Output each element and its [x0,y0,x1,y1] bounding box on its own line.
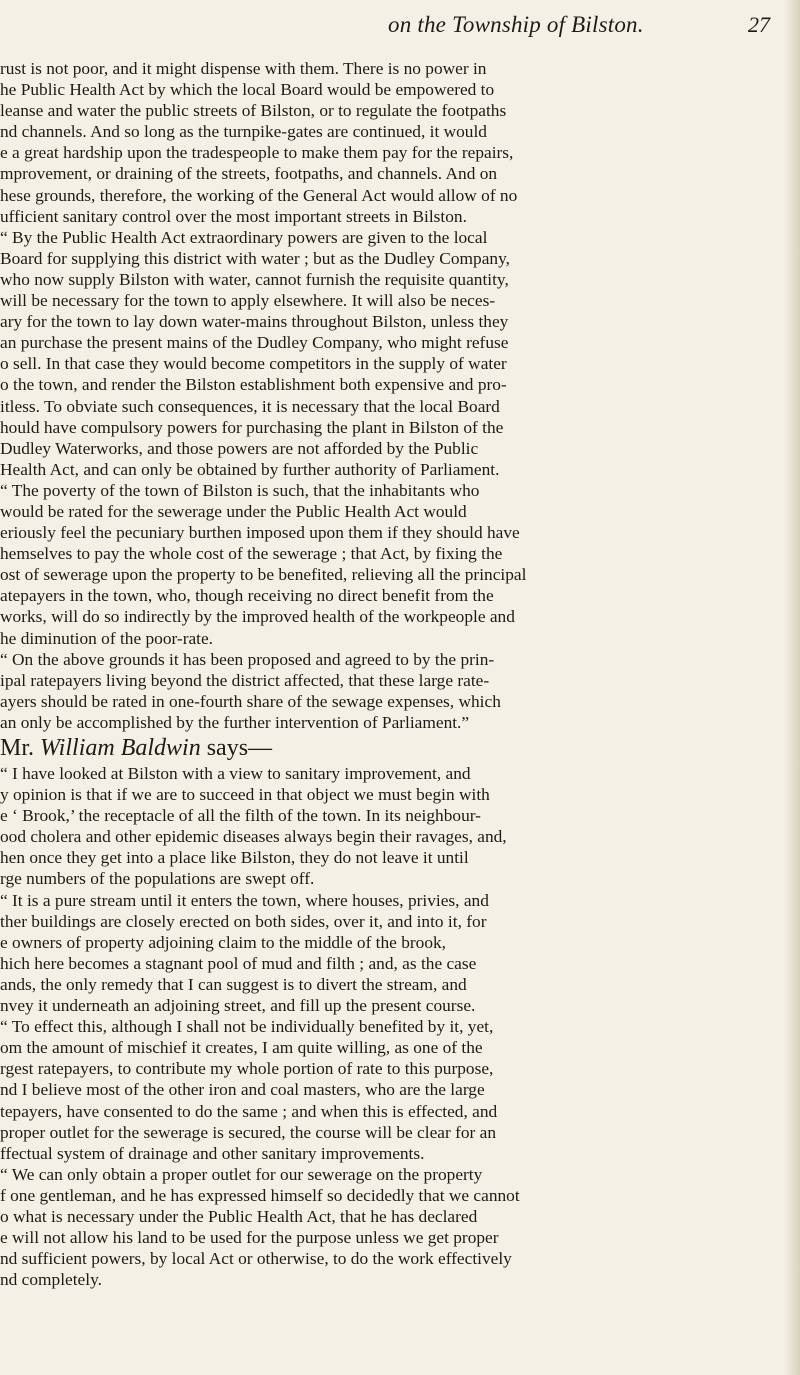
text-line: ufficient sanitary control over the most important streets in Bilston. [0,206,467,226]
page-number: 27 [748,12,770,37]
text-line: Board for supplying this district with water ; but as the Dudley Company, [0,248,510,268]
text-line: hich here becomes a stagnant pool of mud and filth ; and, as the case [0,953,477,973]
text-line: e a great hardship upon the tradespeople to make them pay for the repairs, [0,143,514,163]
body-text [0,58,782,1290]
text-line: he diminution of the poor-rate. [0,628,214,648]
text-line: Health Act, and can only be obtained by further authority of Parliament. [0,459,500,479]
text-line: rust is not poor, and it might dispense with them. There is no power in [0,59,487,78]
text-line: proper outlet for the sewerage is secured, the course will be clear for an [0,1122,497,1142]
text-line: ffectual system of drainage and other sanitary improvements. [0,1143,425,1163]
text-line: nvey it underneath an adjoining street, and fill up the present course. [0,996,476,1016]
text-line: nd sufficient powers, by local Act or otherwise, to do the work effectively [0,1249,512,1269]
text-line: atepayers in the town, who, though receiving no direct benefit from the [0,586,494,606]
text-line: hould have compulsory powers for purchasing the plant in Bilston of the [0,417,504,437]
text-line: works, will do so indirectly by the improved health of the workpeople and [0,607,515,627]
text-line: nd completely. [0,1270,102,1290]
text-line: ood cholera and other epidemic diseases always begin their ravages, and, [0,827,507,847]
text-line: ther buildings are closely erected on both sides, over it, and into it, for [0,911,487,931]
text-line: nd I believe most of the other iron and coal masters, who are the large [0,1080,485,1100]
text-line: f one gentleman, and he has expressed himself so decidedly that we cannot [0,1185,520,1205]
text-line: “ I have looked at Bilston with a view to sanitary improvement, and [0,764,471,783]
text-line: would be rated for the sewerage under the Public Health Act would [0,501,467,521]
text-line: an purchase the present mains of the Dudley Company, who might refuse [0,333,509,353]
speaker-name: William Baldwin [40,735,201,761]
speaker-heading [0,733,782,763]
text-line: Dudley Waterworks, and those powers are not afforded by the Public [0,438,479,458]
text-line: o what is necessary under the Public Health Act, that he has declared [0,1206,478,1226]
page-gutter-shadow [784,0,800,1375]
text-line: e ‘ Brook,’ the receptacle of all the filth of the town. In its neighbour- [0,806,481,826]
text-line: “ To effect this, although I shall not be individually benefited by it, yet, [0,1017,494,1037]
text-line: e owners of property adjoining claim to the middle of the brook, [0,932,447,952]
text-line: ayers should be rated in one-fourth share of the sewage expenses, which [0,691,501,711]
text-line: “ We can only obtain a proper outlet for our sewerage on the property [0,1164,483,1184]
text-line: eriously feel the pecuniary burthen imposed upon them if they should have [0,523,520,543]
text-line: leanse and water the public streets of Bilston, or to regulate the footpaths [0,101,507,121]
text-line: rge numbers of the populations are swept off. [0,869,315,889]
text-line: hen once they get into a place like Bilston, they do not leave it until [0,848,469,868]
text-line: e will not allow his land to be used for the purpose unless we get proper [0,1228,499,1248]
text-line: hemselves to pay the whole cost of the sewerage ; that Act, by fixing the [0,544,503,564]
text-line: an only be accomplished by the further intervention of Parliament.” [0,712,470,732]
text-line: o sell. In that case they would become competitors in the supply of water [0,354,507,374]
text-line: itless. To obviate such consequences, it is necessary that the local Board [0,396,500,416]
text-line: “ It is a pure stream until it enters the town, where houses, privies, and [0,890,489,910]
text-line: tepayers, have consented to do the same ; and when this is effected, and [0,1101,498,1121]
speaker-prefix: Mr. [0,735,35,761]
running-header [0,8,770,48]
text-line: om the amount of mischief it creates, I am quite willing, as one of the [0,1038,483,1058]
text-line: rgest ratepayers, to contribute my whole portion of rate to this purpose, [0,1059,494,1079]
text-line: who now supply Bilston with water, cannot furnish the requisite quantity, [0,269,509,289]
text-line: ands, the only remedy that I can suggest is to divert the stream, and [0,974,467,994]
text-line: ost of sewerage upon the property to be benefited, relieving all the principal [0,565,527,585]
text-line: will be necessary for the town to apply elsewhere. It will also be neces- [0,291,496,311]
text-line: o the town, and render the Bilston establishment both expensive and pro- [0,375,507,395]
text-line: “ On the above grounds it has been proposed and agreed to by the prin- [0,649,495,669]
text-line: ipal ratepayers living beyond the district affected, that these large rate- [0,670,490,690]
speaker-suffix: says— [206,735,273,761]
text-line: mprovement, or draining of the streets, footpaths, and channels. And on [0,164,498,184]
text-line: nd channels. And so long as the turnpike-gates are continued, it would [0,122,487,142]
text-line: y opinion is that if we are to succeed in that object we must begin with [0,785,490,805]
text-line: ary for the town to lay down water-mains throughout Bilston, unless they [0,312,509,332]
running-title: on the Township of Bilston. [388,12,644,37]
text-line: “ By the Public Health Act extraordinary powers are given to the local [0,227,488,247]
text-line: he Public Health Act by which the local Board would be empowered to [0,80,495,100]
text-line: “ The poverty of the town of Bilston is such, that the inhabitants who [0,480,480,500]
text-line: hese grounds, therefore, the working of the General Act would allow of no [0,185,518,205]
